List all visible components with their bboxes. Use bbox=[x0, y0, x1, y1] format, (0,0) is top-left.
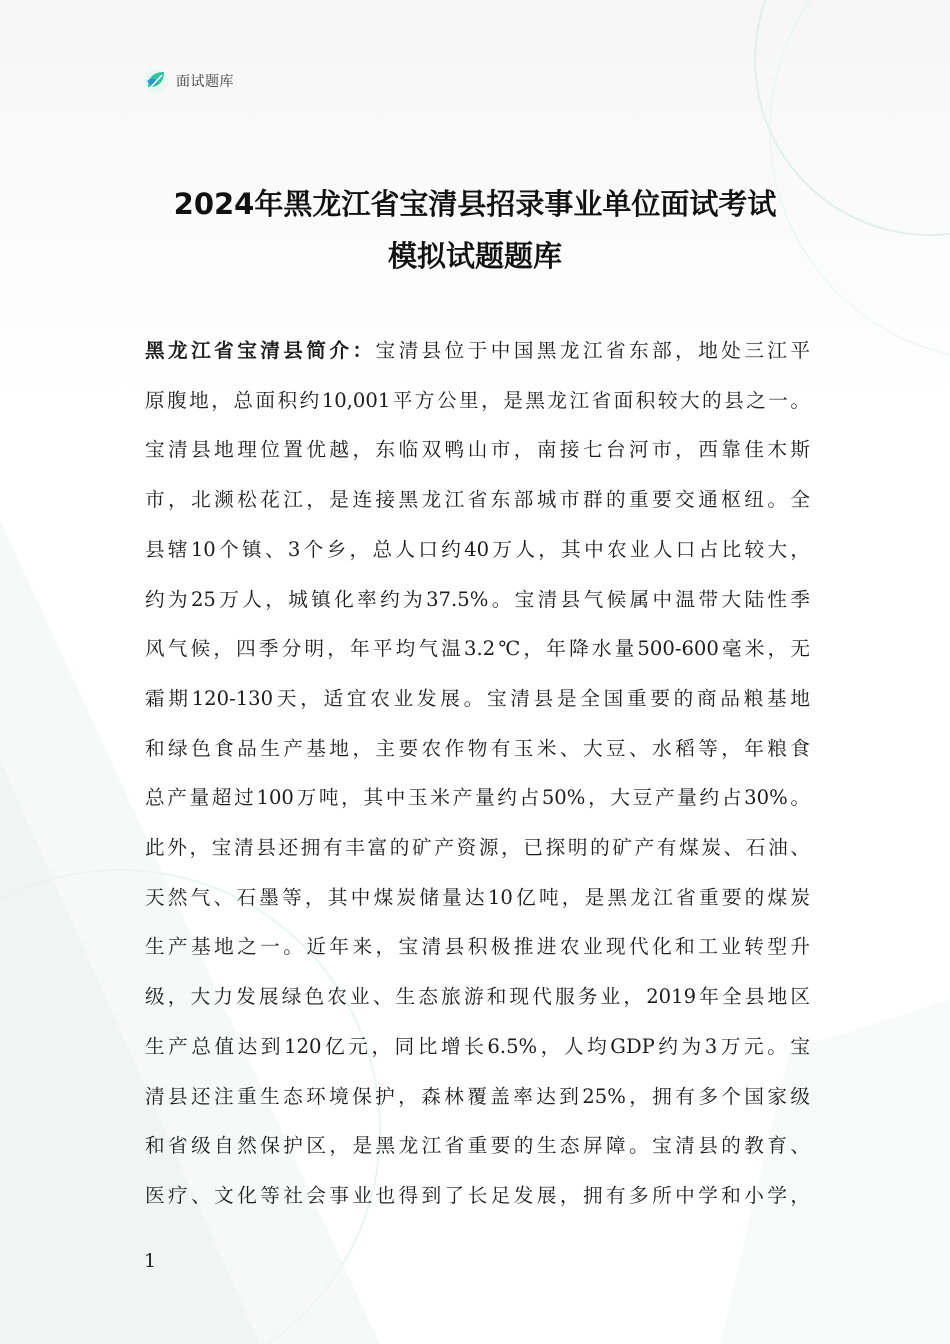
body-line: 级，大力发展绿色农业、生态旅游和现代服务业，2019年全县地区 bbox=[145, 985, 810, 1009]
body-line: 约为25万人，城镇化率约为37.5%。宝清县气候属中温带大陆性季 bbox=[145, 587, 810, 611]
body-line bbox=[145, 326, 810, 376]
brand-name: 面试题库 bbox=[176, 74, 234, 90]
body-line: 和省级自然保护区，是黑龙江省重要的生态屏障。宝清县的教育、 bbox=[145, 1134, 810, 1158]
page-number: 1 bbox=[144, 1250, 157, 1272]
intro-label: 黑龙江省宝清县简介： bbox=[145, 339, 376, 362]
title-line-1: 2024年黑龙江省宝清县招录事业单位面试考试 bbox=[173, 187, 777, 221]
body-line: 天然气、石墨等，其中煤炭储量达10亿吨，是黑龙江省重要的煤炭 bbox=[145, 885, 810, 909]
body-line: 和绿色食品生产基地，主要农作物有玉米、大豆、水稻等，年粮食 bbox=[145, 736, 810, 760]
body-line: 清县还注重生态环境保护，森林覆盖率达到25%，拥有多个国家级 bbox=[145, 1084, 810, 1108]
leaf-logo-icon bbox=[142, 67, 170, 95]
body-line: 市，北濒松花江，是连接黑龙江省东部城市群的重要交通枢纽。全 bbox=[145, 488, 810, 512]
body-line: 霜期120-130天，适宜农业发展。宝清县是全国重要的商品粮基地 bbox=[145, 686, 810, 710]
body-line: 原腹地，总面积约10,001平方公里，是黑龙江省面积较大的县之一。 bbox=[145, 388, 810, 412]
title-line-2: 模拟试题题库 bbox=[387, 239, 562, 273]
body-line: 生产基地之一。近年来，宝清县积极推进农业现代化和工业转型升 bbox=[145, 935, 810, 959]
body-line: 风气候，四季分明，年平均气温3.2℃，年降水量500-600毫米，无 bbox=[145, 637, 810, 661]
body-line: 总产量超过100万吨，其中玉米产量约占50%，大豆产量约占30%。 bbox=[145, 786, 810, 810]
header bbox=[142, 66, 234, 96]
body-line: 县辖10个镇、3个乡，总人口约40万人，其中农业人口占比较大， bbox=[145, 537, 810, 561]
body-line: 此外，宝清县还拥有丰富的矿产资源，已探明的矿产有煤炭、石油、 bbox=[145, 836, 810, 860]
body-line: 生产总值达到120亿元，同比增长6.5%，人均GDP约为3万元。宝 bbox=[145, 1034, 810, 1058]
document-body bbox=[145, 326, 810, 1221]
body-line: 医疗、文化等社会事业也得到了长足发展，拥有多所中学和小学， bbox=[145, 1183, 810, 1207]
body-line: 宝清县地理位置优越，东临双鸭山市，南接七台河市，西靠佳木斯 bbox=[145, 438, 810, 462]
document-title bbox=[140, 178, 810, 282]
body-line-text: 宝清县位于中国黑龙江省东部，地处三江平 bbox=[375, 339, 811, 362]
